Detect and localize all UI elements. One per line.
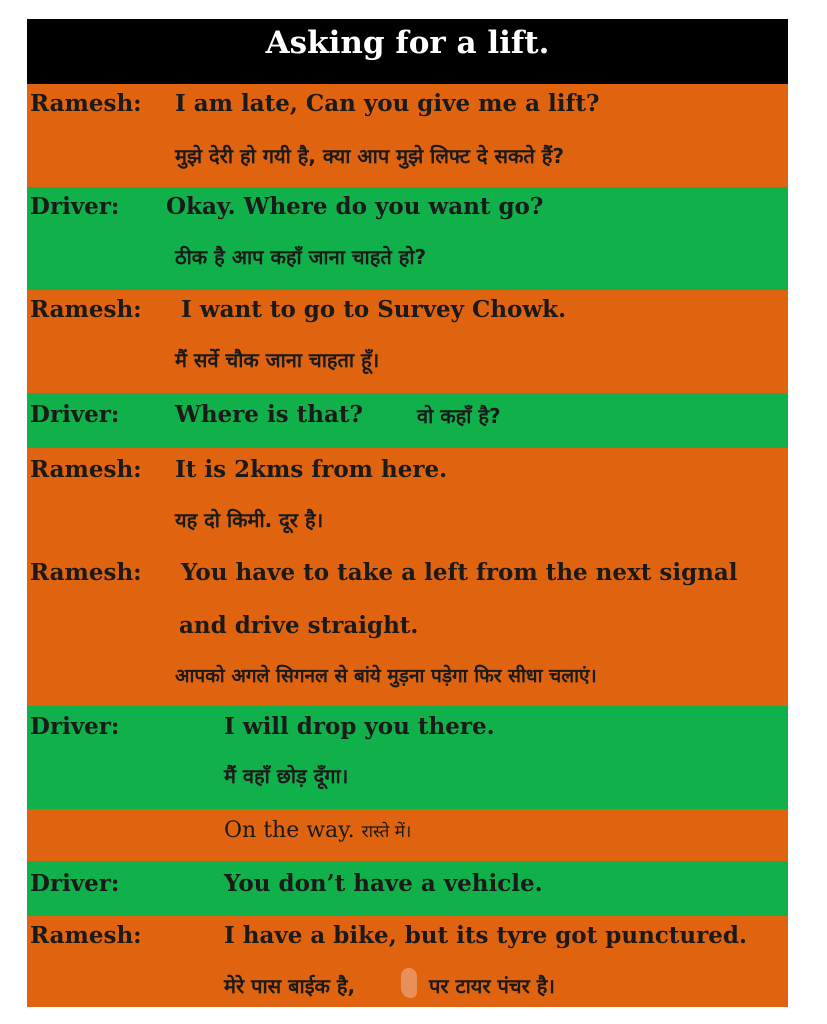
speaker-label: Ramesh: [30,922,142,949]
speaker-label: Driver: [30,193,120,220]
smudge-mark [401,968,417,998]
english-line: I have a bike, but its tyre got punctured. [224,922,747,949]
english-line: Okay. Where do you want go? [166,193,544,220]
dialogue-row [27,290,788,393]
english-line: You don’t have a vehicle. [224,870,543,897]
english-line: On the way. [224,818,355,843]
speaker-label: Ramesh: [30,296,142,323]
english-line: You have to take a left from the next signal [181,559,738,586]
hindi-line: रास्ते में। [361,822,412,842]
dialogue-row [27,706,788,809]
english-line: It is 2kms from here. [175,456,448,483]
english-line: I want to go to Survey Chowk. [181,296,567,323]
page-title: Asking for a lift. [265,25,550,61]
english-line: and drive straight. [179,612,419,639]
hindi-line: मेरे पास बाईक है, [224,974,356,998]
hindi-line: आपको अगले सिगनल से बांये मुड़ना पड़ेगा फिर सीधा चलाएं। [175,665,597,687]
hindi-line: पर टायर पंचर है। [429,974,555,998]
title-bar [27,19,788,84]
speaker-label: Ramesh: [30,559,142,586]
dialogue-row [27,84,788,187]
narration-line [224,818,411,843]
hindi-line: मैं सर्वे चौक जाना चाहता हूँ। [175,348,380,372]
dialogue-row [27,861,788,916]
hindi-line: मुझे देरी हो गयी है, क्या आप मुझे लिफ्ट दे सकते हैं? [175,144,564,168]
hindi-line: यह दो किमी. दूर है। [175,508,324,532]
speaker-label: Ramesh: [30,90,142,117]
speaker-label: Ramesh: [30,456,142,483]
english-line: I am late, Can you give me a lift? [175,90,600,117]
speaker-label: Driver: [30,713,120,740]
dialogue-row [27,916,788,1007]
dialogue-row [27,448,788,706]
hindi-line: ठीक है आप कहाँ जाना चाहते हो? [175,245,427,269]
dialogue-row [27,809,788,861]
english-line: I will drop you there. [224,713,495,740]
dialogue-row [27,187,788,290]
dialogue-row [27,393,788,448]
speaker-label: Driver: [30,401,120,428]
hindi-line: मैं वहाँ छोड़ दूँगा। [224,764,349,788]
speaker-label: Driver: [30,870,120,897]
english-line: Where is that? [175,401,363,428]
hindi-line: वो कहाँ है? [417,404,501,428]
